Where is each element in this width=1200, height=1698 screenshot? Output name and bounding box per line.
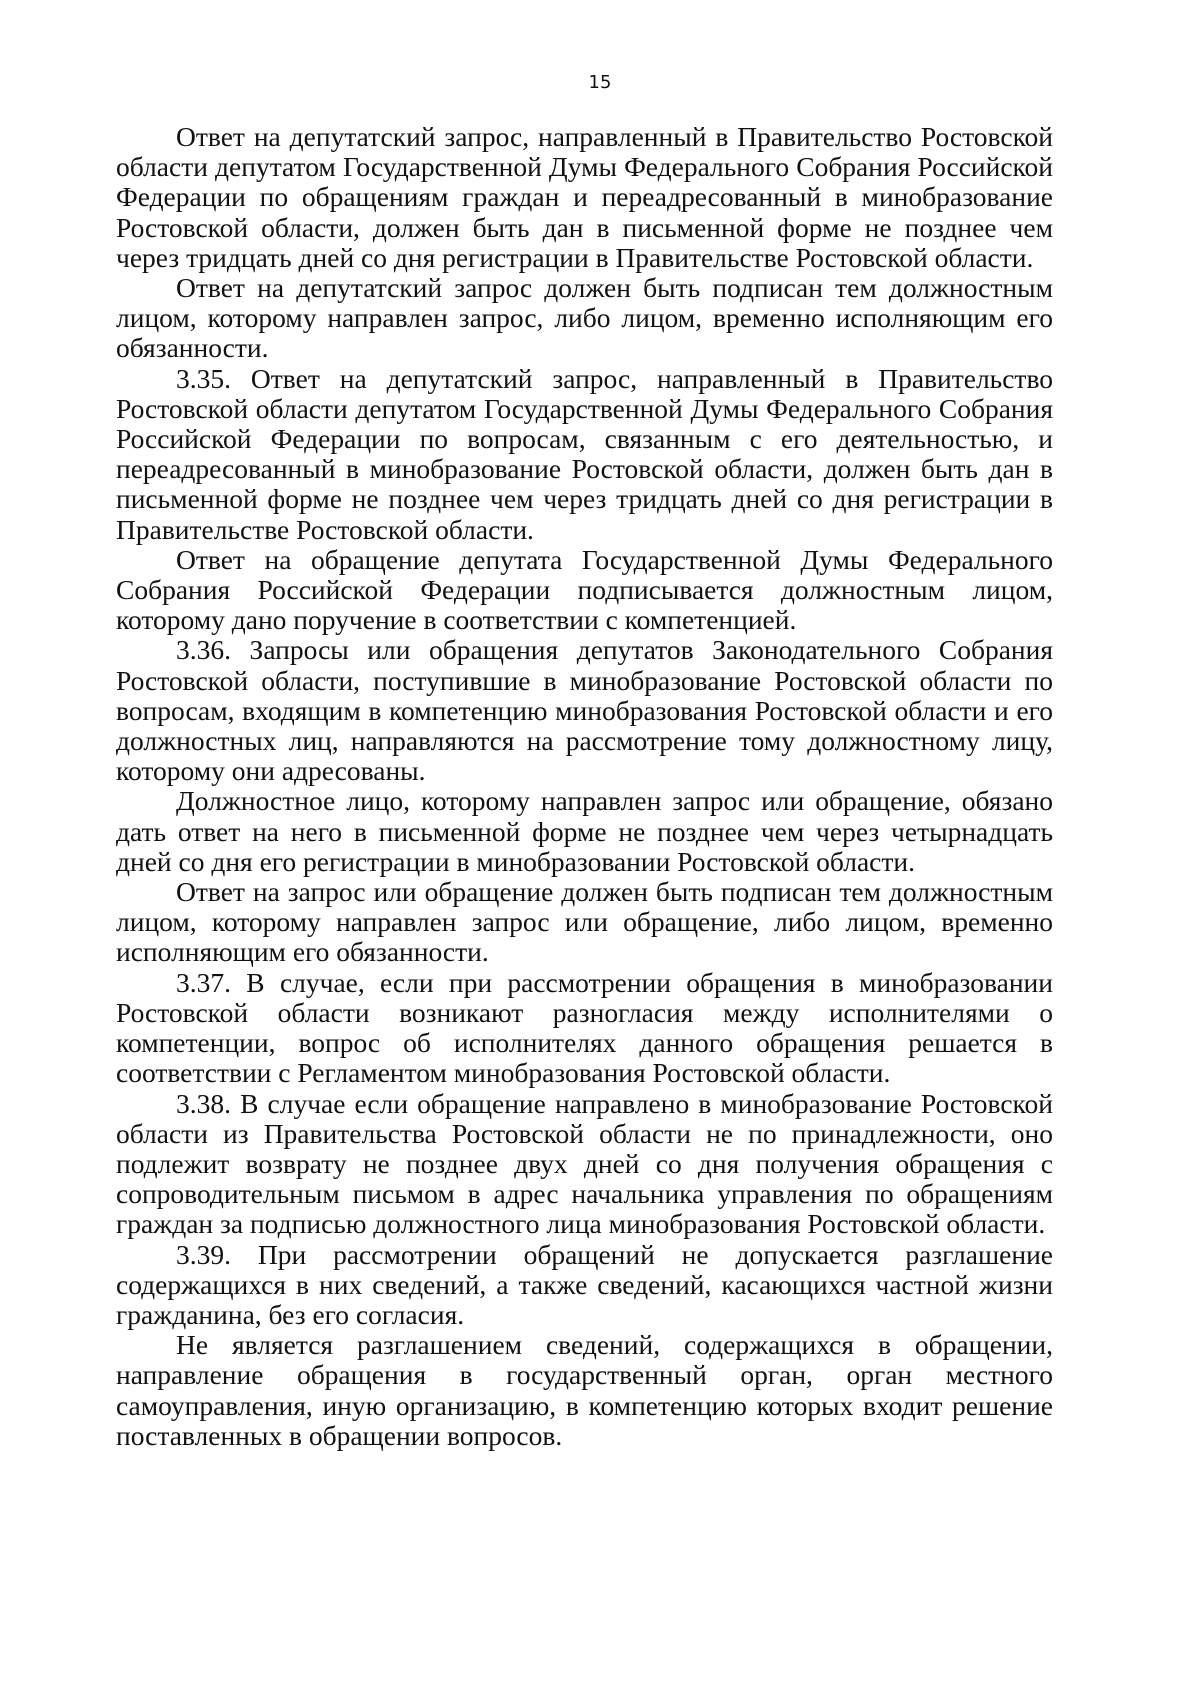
page-number: 15 — [588, 72, 612, 93]
paragraph-3-38: 3.38. В случае если обращение направлено в минобразование Ростовской области из Правительства Ростовской области не по принадлежности, оно подлежит возврату не позднее двух дней со дня получения обращения с сопроводительным письмом в адрес начальника управления по обращениям граждан за подписью должностного лица минобразования Ростовской области. — [116, 1087, 1053, 1240]
paragraph-deputy-request-answer: Ответ на депутатский запрос, направленный в Правительство Ростовской области депутатом Государственной Думы Федерального Собрания Российской Федерации по обращениям граждан и переадресованный в минобразование Ростовской области, должен быть дан в письменной форме не позднее чем через тридцать дней со дня регистрации в Правительстве Ростовской области. — [116, 121, 1053, 273]
paragraph-appeal-signature: Ответ на обращение депутата Государственной Думы Федерального Собрания Российской Федерации подписывается должностным лицом, которому дано поручение в соответствии с компетенцией. — [116, 543, 1053, 636]
paragraph-3-37: 3.37. В случае, если при рассмотрении обращения в минобразовании Ростовской области возникают разногласия между исполнителями о компетенции, вопрос об исполнителях данного обращения решается в соответствии с Регламентом минобразования Ростовской области. — [116, 966, 1053, 1089]
paragraph-request-signature: Ответ на запрос или обращение должен быть подписан тем должностным лицом, которому направлен запрос или обращение, либо лицом, временно исполняющим его обязанности. — [116, 876, 1053, 968]
document-body — [116, 122, 1053, 1451]
paragraph-disclosure-exception: Не является разглашением сведений, содержащихся в обращении, направление обращения в государственный орган, орган местного самоуправления, иную организацию, в компетенцию которых входит решение поставленных в обращении вопросов. — [116, 1329, 1053, 1451]
paragraph-3-35: 3.35. Ответ на депутатский запрос, направленный в Правительство Ростовской области депутатом Государственной Думы Федерального Собрания Российской Федерации по вопросам, связанным с его деятельностью, и переадресованный в минобразование Ростовской области, должен быть дан в письменной форме не позднее чем через тридцать дней со дня регистрации в Правительстве Ростовской области. — [116, 362, 1053, 545]
paragraph-3-36: 3.36. Запросы или обращения депутатов Законодательного Собрания Ростовской области, поступившие в минобразование Ростовской области по вопросам, входящим в компетенцию минобразования Ростовской области и его должностных лиц, направляются на рассмотрение тому должностному лицу, которому они адресованы. — [116, 634, 1053, 787]
paragraph-official-duty: Должностное лицо, которому направлен запрос или обращение, обязано дать ответ на него в письменной форме не позднее чем через четырнадцать дней со дня его регистрации в минобразовании Ростовской области. — [116, 785, 1053, 877]
paragraph-3-39: 3.39. При рассмотрении обращений не допускается разглашение содержащихся в них сведений, а также сведений, касающихся частной жизни гражданина, без его согласия. — [116, 1238, 1053, 1330]
paragraph-answer-signature: Ответ на депутатский запрос должен быть подписан тем должностным лицом, которому направлен запрос, либо лицом, временно исполняющим его обязанности. — [116, 272, 1053, 364]
